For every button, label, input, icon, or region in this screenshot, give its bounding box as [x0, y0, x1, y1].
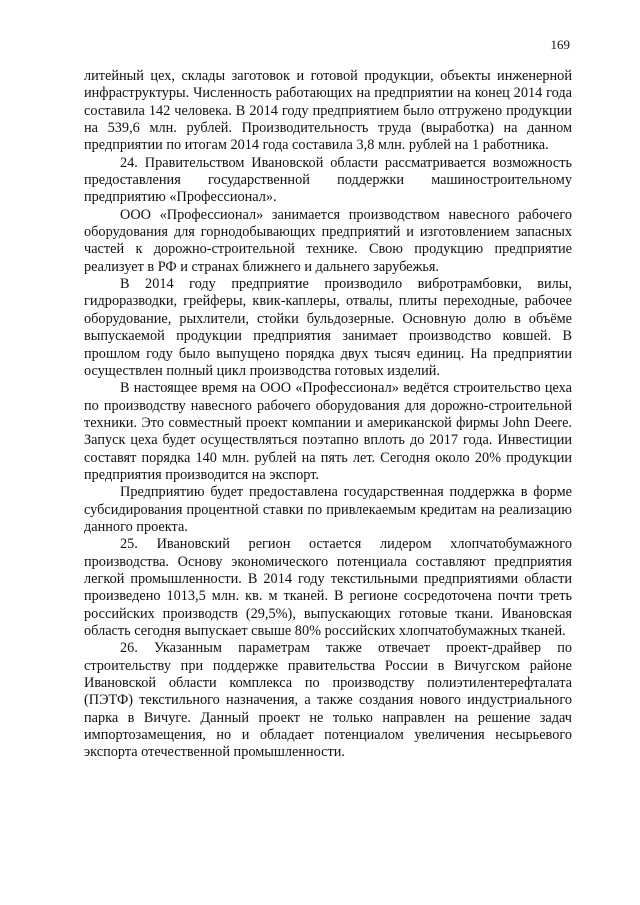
- paragraph-item-24: 24. Правительством Ивановской области рассматривается возможность предоставления государственной поддержки машиностроительному предприятию «Профессионал».: [84, 154, 572, 206]
- paragraph-product-range: В 2014 году предприятие производило вибротрамбовки, вилы, гидроразводки, грейферы, квик-каплеры, отвалы, плиты переходные, рабочее оборудование, рыхлители, стойки бульдозерные. Основную долю в объёме выпускаемой продукции предприятия занимает производство ковшей. В прошлом году было выпущено порядка двух тысяч единиц. На предприятии осуществлен полный цикл производства готовых изделий.: [84, 276, 572, 379]
- paragraph-company-profile: ООО «Профессионал» занимается производством навесного рабочего оборудования для горнодобывающих предприятий и изготовлением запасных частей к дорожно-строительной технике. Свою продукцию предприятие реализует в РФ и странах ближнего и дальнего зарубежья.: [84, 206, 572, 275]
- document-body: [84, 68, 572, 762]
- paragraph-item-26: 26. Указанным параметрам также отвечает проект-драйвер по строительству при поддержке правительства России в Вичугском районе Ивановской области комплекса по производству полиэтилентерефталата (ПЭТФ) текстильного назначения, а также создания нового индустриального парка в Вичуге. Данный проект не только направлен на решение задач импортозамещения, но и обладает потенциалом увеличения несырьевого экспорта отечественной промышленности.: [84, 640, 572, 761]
- page-number: 169: [550, 37, 570, 52]
- paragraph-continuation: литейный цех, склады заготовок и готовой продукции, объекты инженерной инфраструктуры. Численность работающих на предприятии на конец 2014 года составила 142 человека. В 2014 году предприятием было отгружено продукции на 539,6 млн. рублей. Производительность труда (выработка) на данном предприятии по итогам 2014 года составила 3,8 млн. рублей на 1 работника.: [84, 68, 572, 154]
- paragraph-item-25: 25. Ивановский регион остается лидером хлопчатобумажного производства. Основу экономического потенциала составляют предприятия легкой промышленности. В 2014 году текстильными предприятиями области произведено 1013,5 млн. кв. м тканей. В регионе сосредоточена почти треть российских производств (29,5%), выпускающих готовые ткани. Ивановская область сегодня выпускает свыше 80% российских хлопчатобумажных тканей.: [84, 536, 572, 639]
- paragraph-state-support: Предприятию будет предоставлена государственная поддержка в форме субсидирования процентной ставки по привлекаемым кредитам на реализацию данного проекта.: [84, 484, 572, 535]
- paragraph-new-workshop: В настоящее время на ООО «Профессионал» ведётся строительство цеха по производству навесного рабочего оборудования для дорожно-строительной техники. Это совместный проект компании и американской фирмы John Deere. Запуск цеха будет осуществляться поэтапно вплоть до 2017 года. Инвестиции составят порядка 140 млн. рублей на пять лет. Сегодня около 20% продукции предприятия производится на экспорт.: [84, 380, 572, 483]
